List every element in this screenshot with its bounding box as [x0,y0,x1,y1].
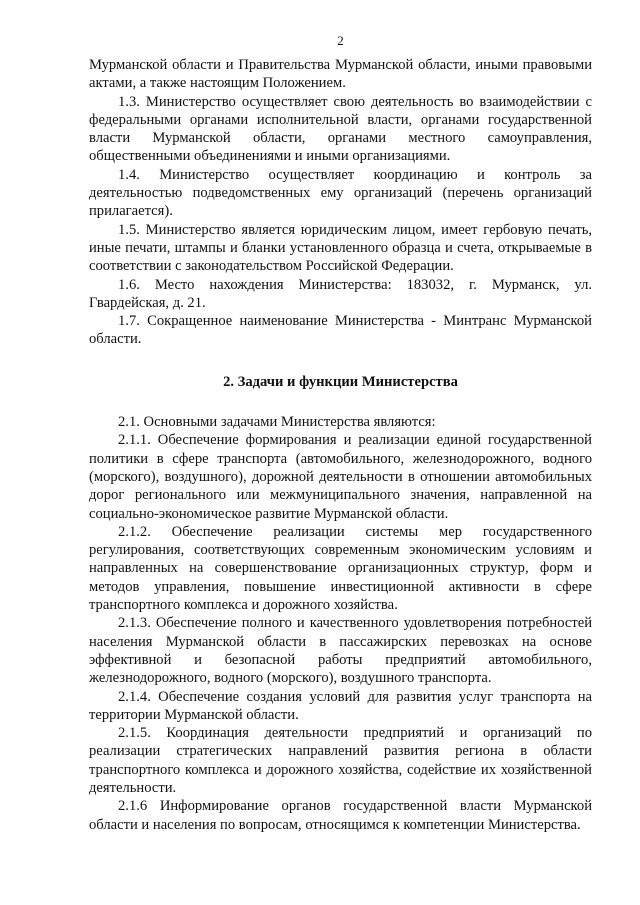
paragraph-2-1-3: 2.1.3. Обеспечение полного и качественного удовлетворения потребностей населения Мурманской области в пассажирских перевозках на основе эффективной и безопасной работы предприятий автомобильного, железнодорожного, водного (морского), воздушного транспорта. [89,615,592,687]
section-heading: 2. Задачи и функции Министерства [223,373,458,390]
page-number: 2 [337,33,344,48]
paragraph-1-4: 1.4. Министерство осуществляет координацию и контроль за деятельностью подведомственных ему организаций (перечень организаций прилагается). [89,166,592,220]
paragraph-1-5: 1.5. Министерство является юридическим лицом, имеет гербовую печать, иные печати, штампы и бланки установленного образца и счета, открываемые в соответствии с законодательством Российской Федерации. [89,221,592,275]
paragraph-1-6: 1.6. Место нахождения Министерства: 183032, г. Мурманск, ул. Гвардейская, д. 21. [89,276,592,311]
paragraph-1-3: 1.3. Министерство осуществляет свою деятельность во взаимодействии с федеральными органами исполнительной власти, органами государственной власти Мурманской области, органами местного самоуправления, общественными объединениями и иными организациями. [89,93,592,165]
paragraph-2-1-1: 2.1.1. Обеспечение формирования и реализации единой государственной политики в сфере транспорта (автомобильного, железнодорожного, водного (морского), воздушного), дорожной деятельности в отношении автомобильных дорог регионального или межмуниципального значения, направленной на социально-экономическое развитие Мурманской области. [89,432,592,522]
paragraph-2-1-2: 2.1.2. Обеспечение реализации системы мер государственного регулирования, соответствующих современным экономическим условиям и направленных на совершенствование организационных структур, форм и методов управления, повышение инвестиционной активности в сфере транспортного комплекса и дорожного хозяйства. [89,523,592,614]
document-body [89,56,592,834]
paragraph-2-1-4: 2.1.4. Обеспечение создания условий для развития услуг транспорта на территории Мурманской области. [89,688,592,723]
paragraph-continuation: Мурманской области и Правительства Мурманской области, иными правовыми актами, а также настоящим Положением. [89,57,592,92]
paragraph-2-1-5: 2.1.5. Координация деятельности предприятий и организаций по реализации стратегических направлений развития региона в области транспортного комплекса и дорожного хозяйства, содействие их хозяйственной деятельности. [89,725,592,796]
paragraph-2-1: 2.1. Основными задачами Министерства являются: [118,414,436,431]
paragraph-2-1-6: 2.1.6 Информирование органов государственной власти Мурманской области и населения по вопросам, относящимся к компетенции Министерства. [89,798,592,833]
paragraph-1-7: 1.7. Сокращенное наименование Министерства - Минтранс Мурманской области. [89,313,592,348]
